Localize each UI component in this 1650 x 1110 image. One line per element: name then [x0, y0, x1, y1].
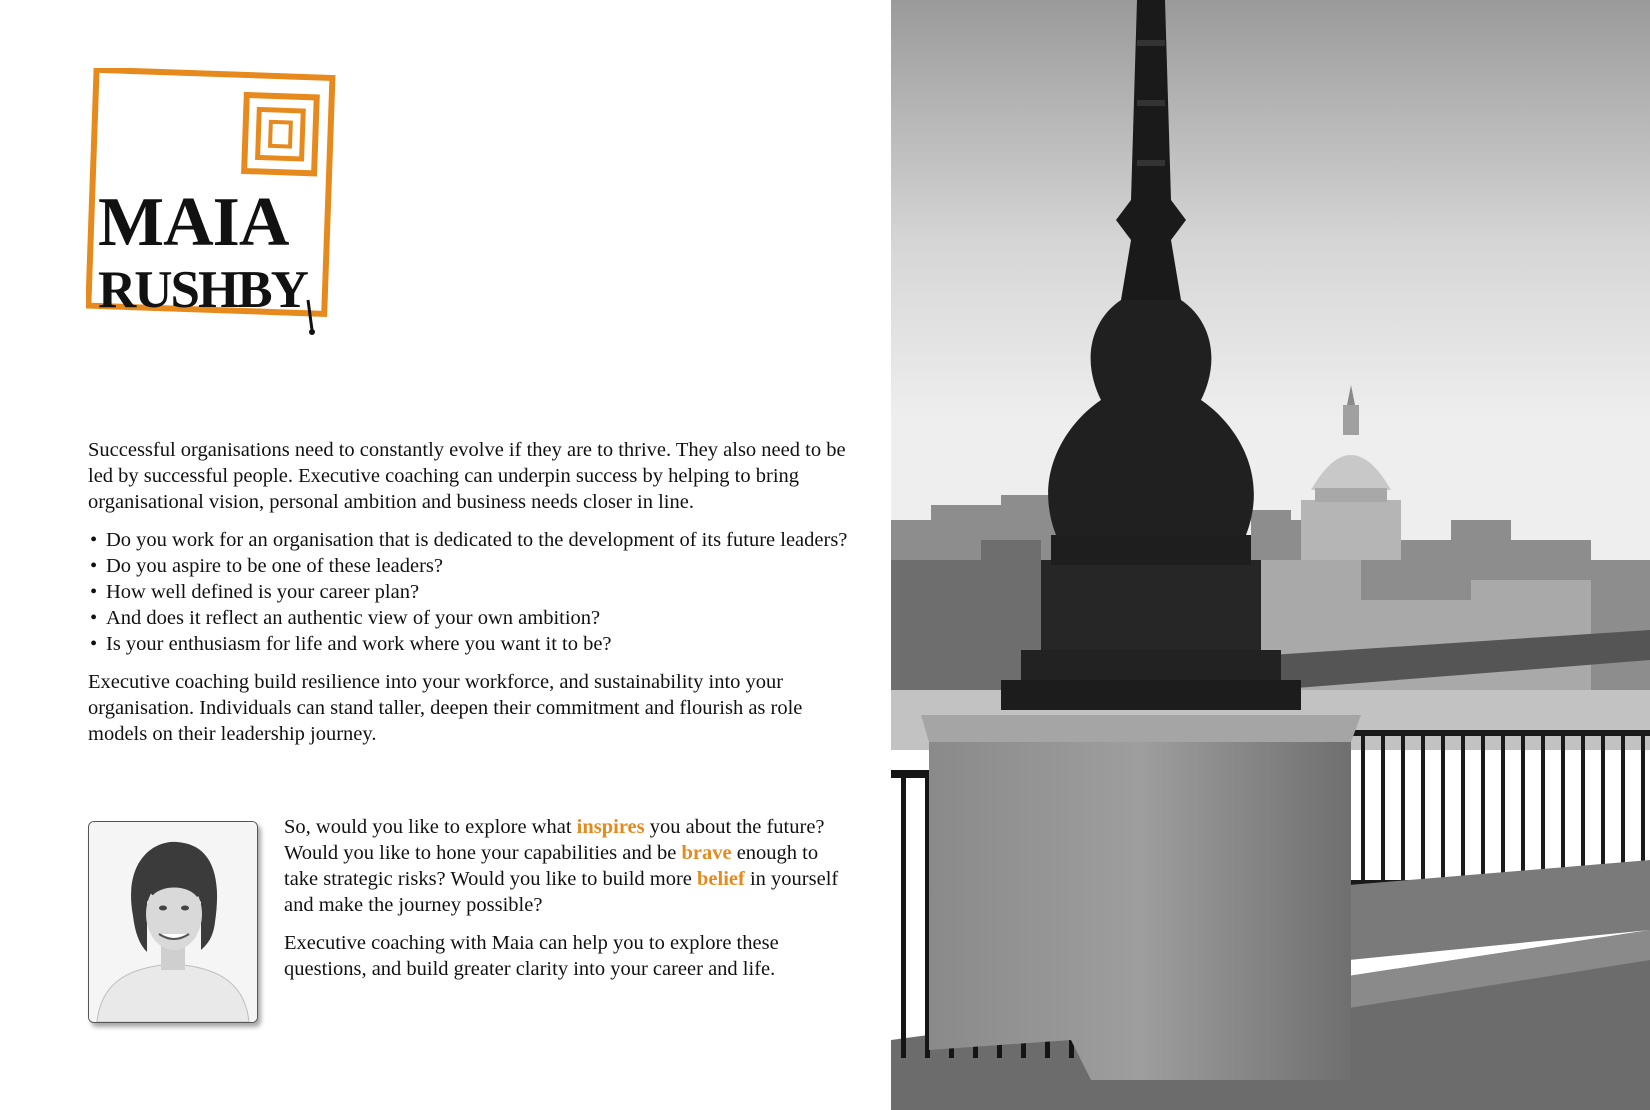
resilience-paragraph: Executive coaching build resilience into your workforce, and sustainability into your organisation. Individuals can stand taller, deepen their commitment and flourish as role models on their leadership journey. [88, 671, 803, 745]
question-item: • Do you aspire to be one of these leaders? [88, 553, 848, 579]
logo-name-first: MAIA [98, 184, 289, 261]
explore-text-1: So, would you like to explore what [284, 816, 577, 838]
question-list [88, 527, 848, 657]
london-photo [891, 0, 1650, 1110]
riverside-lamp-photo-icon [891, 0, 1650, 1110]
logo-name-last: RUSHBY [98, 261, 307, 319]
question-item: • And does it reflect an authentic view of your own ambition? [88, 605, 848, 631]
question-item: • Is your enthusiasm for life and work where you want it to be? [88, 631, 848, 657]
explore-copy [284, 814, 854, 994]
main-copy [88, 437, 848, 759]
maia-rushby-logo [86, 68, 346, 338]
closing-paragraph: Executive coaching with Maia can help you to explore these questions, and build greater clarity into your career and life. [284, 932, 779, 980]
intro-paragraph: Successful organisations need to constantly evolve if they are to thrive. They also need to be led by successful people. Executive coaching can underpin success by helping to bring organisational vision, personal ambition and business needs closer in line. [88, 439, 846, 513]
explore-paragraph [284, 814, 854, 918]
explore-text-4: in yourself and make the journey possible? [284, 868, 839, 916]
highlight-inspires: inspires [576, 816, 645, 838]
question-item: • How well defined is your career plan? [88, 579, 848, 605]
coach-portrait [88, 821, 258, 1023]
explore-text-2: you about the future? Would you like to hone your capabilities and be [284, 816, 825, 864]
portrait-photo-icon [89, 822, 257, 1022]
explore-text-3: enough to take strategic risks? Would you like to build more [284, 842, 819, 890]
highlight-brave: brave [681, 842, 732, 864]
highlight-belief: belief [697, 868, 745, 890]
question-item: • Do you work for an organisation that is dedicated to the development of its future leaders? [88, 527, 848, 553]
